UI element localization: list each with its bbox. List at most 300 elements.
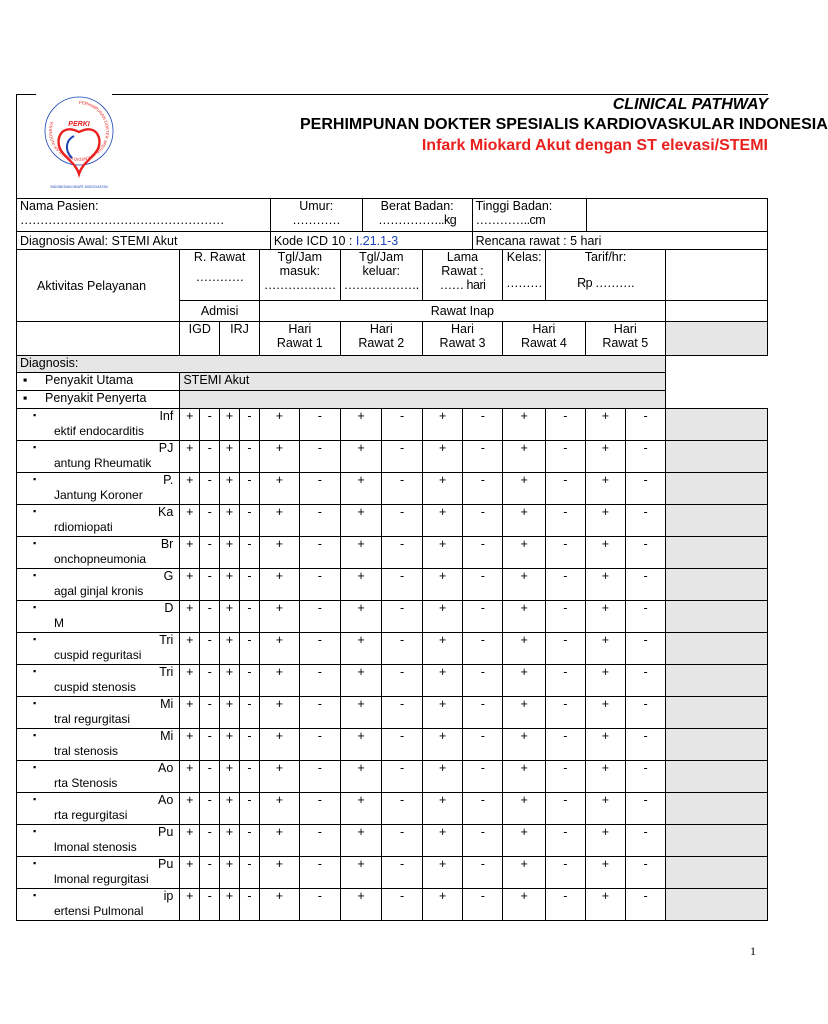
plus-checkbox[interactable]: + — [585, 473, 626, 505]
minus-checkbox[interactable]: - — [299, 569, 340, 601]
minus-checkbox[interactable]: - — [240, 793, 260, 825]
plus-checkbox[interactable]: + — [259, 537, 299, 569]
minus-checkbox[interactable]: - — [463, 761, 503, 793]
irj-header: IRJ — [220, 322, 260, 356]
plus-checkbox[interactable]: + — [220, 601, 240, 633]
plus-checkbox[interactable]: + — [259, 473, 299, 505]
plus-checkbox[interactable]: + — [220, 569, 240, 601]
minus-checkbox[interactable]: - — [626, 601, 666, 633]
comorbidity-label-cell — [17, 697, 180, 729]
minus-checkbox[interactable]: - — [546, 825, 585, 857]
minus-checkbox[interactable]: - — [626, 537, 666, 569]
minus-checkbox[interactable]: - — [382, 409, 423, 441]
blank-cell — [665, 301, 767, 322]
plus-checkbox[interactable]: + — [422, 441, 463, 473]
plus-checkbox[interactable]: + — [340, 665, 381, 697]
minus-checkbox[interactable]: - — [200, 537, 220, 569]
minus-checkbox[interactable]: - — [546, 665, 585, 697]
minus-checkbox[interactable]: - — [240, 825, 260, 857]
plus-checkbox[interactable]: + — [422, 537, 463, 569]
minus-checkbox[interactable]: - — [299, 409, 340, 441]
plus-checkbox[interactable]: + — [340, 793, 381, 825]
plus-checkbox[interactable]: + — [585, 729, 626, 761]
comorbidity-row — [17, 601, 768, 633]
minus-checkbox[interactable]: - — [463, 697, 503, 729]
minus-checkbox[interactable]: - — [626, 857, 666, 889]
minus-checkbox[interactable]: - — [382, 633, 423, 665]
plus-checkbox[interactable]: + — [503, 441, 546, 473]
plus-checkbox[interactable]: + — [340, 857, 381, 889]
minus-checkbox[interactable]: - — [240, 665, 260, 697]
plus-checkbox[interactable]: + — [422, 761, 463, 793]
minus-checkbox[interactable]: - — [463, 729, 503, 761]
diagnosis-awal: Diagnosis Awal: STEMI Akut — [17, 232, 271, 250]
minus-checkbox[interactable]: - — [240, 537, 260, 569]
plus-checkbox[interactable]: + — [585, 761, 626, 793]
comorbidity-text-1: Inf — [159, 409, 174, 423]
plus-checkbox[interactable]: + — [503, 857, 546, 889]
minus-checkbox[interactable]: - — [200, 857, 220, 889]
comorbidity-row — [17, 569, 768, 601]
plus-checkbox[interactable]: + — [503, 569, 546, 601]
plus-checkbox[interactable]: + — [585, 857, 626, 889]
minus-checkbox[interactable]: - — [200, 665, 220, 697]
minus-checkbox[interactable]: - — [299, 601, 340, 633]
minus-checkbox[interactable]: - — [200, 825, 220, 857]
plus-checkbox[interactable]: + — [340, 569, 381, 601]
comorbidity-text-2: cuspid reguritasi — [54, 648, 142, 662]
comorbidity-text-2: antung Rheumatik — [54, 456, 152, 470]
plus-checkbox[interactable]: + — [585, 825, 626, 857]
minus-checkbox[interactable]: - — [546, 761, 585, 793]
plus-checkbox[interactable]: + — [180, 857, 200, 889]
height-cell[interactable] — [472, 199, 586, 232]
plus-checkbox[interactable]: + — [259, 505, 299, 537]
plus-checkbox[interactable]: + — [422, 729, 463, 761]
plus-checkbox[interactable]: + — [503, 697, 546, 729]
minus-checkbox[interactable]: - — [626, 505, 666, 537]
plus-checkbox[interactable]: + — [259, 825, 299, 857]
minus-checkbox[interactable]: - — [626, 793, 666, 825]
comorbidity-label-cell — [17, 409, 180, 441]
plus-checkbox[interactable]: + — [259, 409, 299, 441]
minus-checkbox[interactable]: - — [299, 473, 340, 505]
lama-rawat-cell[interactable] — [422, 250, 502, 301]
comorbidity-text-2: agal ginjal kronis — [54, 584, 144, 598]
plus-checkbox[interactable]: + — [220, 505, 240, 537]
minus-checkbox[interactable]: - — [382, 729, 423, 761]
plus-checkbox[interactable]: + — [259, 761, 299, 793]
minus-checkbox[interactable]: - — [546, 537, 585, 569]
comorbidity-text-1: Tri — [159, 633, 174, 647]
minus-checkbox[interactable]: - — [200, 601, 220, 633]
comorbidity-text-1: P. — [163, 473, 174, 487]
minus-checkbox[interactable]: - — [626, 729, 666, 761]
minus-checkbox[interactable]: - — [382, 857, 423, 889]
plus-checkbox[interactable]: + — [503, 761, 546, 793]
plus-checkbox[interactable]: + — [503, 409, 546, 441]
penyakit-utama-cell — [17, 373, 180, 391]
minus-checkbox[interactable]: - — [299, 665, 340, 697]
minus-checkbox[interactable]: - — [240, 889, 260, 921]
gray-cell — [665, 537, 767, 569]
minus-checkbox[interactable]: - — [240, 697, 260, 729]
patient-name-field[interactable]: …………………………………………… — [20, 213, 224, 227]
plus-checkbox[interactable]: + — [585, 697, 626, 729]
tarif-cell[interactable] — [546, 250, 666, 301]
comorbidity-text-1: Ao — [158, 793, 174, 807]
minus-checkbox[interactable]: - — [299, 633, 340, 665]
penyakit-utama-value: STEMI Akut — [180, 373, 666, 391]
plus-checkbox[interactable]: + — [422, 601, 463, 633]
minus-checkbox[interactable]: - — [626, 665, 666, 697]
tgl-masuk-label-1: Tgl/Jam — [277, 250, 323, 264]
minus-checkbox[interactable]: - — [382, 601, 423, 633]
r-rawat-cell[interactable] — [180, 250, 260, 301]
age-cell[interactable] — [270, 199, 362, 232]
plus-checkbox[interactable]: + — [340, 697, 381, 729]
plus-checkbox[interactable]: + — [180, 441, 200, 473]
plus-checkbox[interactable]: + — [585, 889, 626, 921]
minus-checkbox[interactable]: - — [626, 473, 666, 505]
plus-checkbox[interactable]: + — [340, 729, 381, 761]
plus-checkbox[interactable]: + — [259, 793, 299, 825]
document-subtitle: Infark Miokard Akut dengan ST elevasi/STEMI — [421, 137, 768, 154]
plus-checkbox[interactable]: + — [503, 633, 546, 665]
minus-checkbox[interactable]: - — [382, 889, 423, 921]
bullet-icon: ▪ — [23, 373, 28, 387]
minus-checkbox[interactable]: - — [463, 857, 503, 889]
minus-checkbox[interactable]: - — [200, 633, 220, 665]
minus-checkbox[interactable]: - — [299, 793, 340, 825]
minus-checkbox[interactable]: - — [382, 761, 423, 793]
header-rule — [16, 94, 17, 198]
minus-checkbox[interactable]: - — [299, 537, 340, 569]
minus-checkbox[interactable]: - — [546, 729, 585, 761]
minus-checkbox[interactable]: - — [382, 441, 423, 473]
blank-cell — [665, 250, 767, 301]
minus-checkbox[interactable]: - — [200, 473, 220, 505]
minus-checkbox[interactable]: - — [546, 601, 585, 633]
plus-checkbox[interactable]: + — [180, 633, 200, 665]
plus-checkbox[interactable]: + — [220, 441, 240, 473]
plus-checkbox[interactable]: + — [503, 825, 546, 857]
weight-cell[interactable] — [362, 199, 472, 232]
plus-checkbox[interactable]: + — [220, 793, 240, 825]
minus-checkbox[interactable]: - — [463, 633, 503, 665]
minus-checkbox[interactable]: - — [299, 729, 340, 761]
minus-checkbox[interactable]: - — [200, 441, 220, 473]
plus-checkbox[interactable]: + — [503, 601, 546, 633]
comorbidity-text-2: cuspid stenosis — [54, 680, 137, 694]
minus-checkbox[interactable]: - — [546, 569, 585, 601]
plus-checkbox[interactable]: + — [340, 601, 381, 633]
plus-checkbox[interactable]: + — [503, 793, 546, 825]
plus-checkbox[interactable]: + — [422, 793, 463, 825]
plus-checkbox[interactable]: + — [180, 729, 200, 761]
minus-checkbox[interactable]: - — [240, 505, 260, 537]
gray-cell — [665, 505, 767, 537]
minus-checkbox[interactable]: - — [382, 473, 423, 505]
age-field[interactable]: ………… — [292, 213, 341, 227]
plus-checkbox[interactable]: + — [340, 825, 381, 857]
comorbidity-text-2: tral regurgitasi — [54, 712, 131, 726]
minus-checkbox[interactable]: - — [546, 633, 585, 665]
plus-checkbox[interactable]: + — [340, 537, 381, 569]
comorbidity-label-cell — [17, 793, 180, 825]
plus-checkbox[interactable]: + — [503, 505, 546, 537]
minus-checkbox[interactable]: - — [463, 601, 503, 633]
minus-checkbox[interactable]: - — [463, 537, 503, 569]
plus-checkbox[interactable]: + — [340, 409, 381, 441]
plus-checkbox[interactable]: + — [220, 761, 240, 793]
rawat-label: Rawat 4 — [520, 336, 567, 350]
kelas-label: Kelas: — [506, 250, 542, 264]
tarif-field[interactable]: Rp ………. — [577, 276, 635, 290]
plus-checkbox[interactable]: + — [180, 793, 200, 825]
plus-checkbox[interactable]: + — [220, 409, 240, 441]
plus-checkbox[interactable]: + — [422, 697, 463, 729]
minus-checkbox[interactable]: - — [546, 857, 585, 889]
plus-checkbox[interactable]: + — [503, 665, 546, 697]
plus-checkbox[interactable]: + — [340, 505, 381, 537]
plus-checkbox[interactable]: + — [180, 537, 200, 569]
kelas-cell[interactable] — [503, 250, 546, 301]
minus-checkbox[interactable]: - — [299, 505, 340, 537]
lama-field[interactable]: …… hari — [439, 278, 486, 292]
comorbidity-text-1: Ka — [158, 505, 174, 519]
logo-text: PERKI — [68, 121, 90, 128]
minus-checkbox[interactable]: - — [546, 697, 585, 729]
tgl-keluar-field[interactable]: ………………. — [343, 278, 419, 292]
plus-checkbox[interactable]: + — [259, 601, 299, 633]
minus-checkbox[interactable]: - — [240, 761, 260, 793]
tgl-keluar-cell[interactable] — [340, 250, 422, 301]
minus-checkbox[interactable]: - — [200, 569, 220, 601]
plus-checkbox[interactable]: + — [340, 889, 381, 921]
plus-checkbox[interactable]: + — [340, 473, 381, 505]
plus-checkbox[interactable]: + — [180, 569, 200, 601]
plus-checkbox[interactable]: + — [422, 857, 463, 889]
minus-checkbox[interactable]: - — [546, 505, 585, 537]
plus-checkbox[interactable]: + — [585, 633, 626, 665]
plus-checkbox[interactable]: + — [422, 569, 463, 601]
minus-checkbox[interactable]: - — [382, 537, 423, 569]
minus-checkbox[interactable]: - — [463, 473, 503, 505]
minus-checkbox[interactable]: - — [240, 601, 260, 633]
minus-checkbox[interactable]: - — [299, 761, 340, 793]
plus-checkbox[interactable]: + — [180, 505, 200, 537]
plus-checkbox[interactable]: + — [180, 473, 200, 505]
plus-checkbox[interactable]: + — [585, 665, 626, 697]
plus-checkbox[interactable]: + — [340, 441, 381, 473]
plus-checkbox[interactable]: + — [220, 665, 240, 697]
gray-cell — [665, 825, 767, 857]
penyakit-utama-label: Penyakit Utama — [45, 373, 134, 387]
minus-checkbox[interactable]: - — [463, 569, 503, 601]
minus-checkbox[interactable]: - — [200, 793, 220, 825]
plus-checkbox[interactable]: + — [503, 537, 546, 569]
minus-checkbox[interactable]: - — [382, 569, 423, 601]
minus-checkbox[interactable]: - — [240, 441, 260, 473]
bullet-icon: ▪ — [33, 698, 37, 708]
svg-text:PERHIMPUNAN DOKTER SPESIALIS K: PERHIMPUNAN DOKTER SPESIALIS KARDIOVASKULAR INDONESIA — [47, 99, 110, 163]
tgl-masuk-cell[interactable] — [259, 250, 340, 301]
plus-checkbox[interactable]: + — [220, 473, 240, 505]
plus-checkbox[interactable]: + — [422, 665, 463, 697]
comorbidity-label-cell — [17, 889, 180, 921]
plus-checkbox[interactable]: + — [180, 761, 200, 793]
minus-checkbox[interactable]: - — [626, 889, 666, 921]
minus-checkbox[interactable]: - — [382, 665, 423, 697]
minus-checkbox[interactable]: - — [626, 697, 666, 729]
plus-checkbox[interactable]: + — [422, 505, 463, 537]
plus-checkbox[interactable]: + — [259, 729, 299, 761]
minus-checkbox[interactable]: - — [546, 889, 585, 921]
minus-checkbox[interactable]: - — [240, 409, 260, 441]
plus-checkbox[interactable]: + — [585, 441, 626, 473]
minus-checkbox[interactable]: - — [200, 729, 220, 761]
height-field[interactable]: …………..cm — [475, 213, 546, 227]
minus-checkbox[interactable]: - — [240, 857, 260, 889]
comorbidity-label-cell — [17, 601, 180, 633]
plus-checkbox[interactable]: + — [220, 857, 240, 889]
minus-checkbox[interactable]: - — [463, 665, 503, 697]
plus-checkbox[interactable]: + — [180, 825, 200, 857]
minus-checkbox[interactable]: - — [299, 889, 340, 921]
minus-checkbox[interactable]: - — [200, 697, 220, 729]
minus-checkbox[interactable]: - — [463, 793, 503, 825]
gray-cell — [665, 729, 767, 761]
minus-checkbox[interactable]: - — [546, 473, 585, 505]
plus-checkbox[interactable]: + — [585, 409, 626, 441]
minus-checkbox[interactable]: - — [240, 633, 260, 665]
plus-checkbox[interactable]: + — [259, 889, 299, 921]
minus-checkbox[interactable]: - — [200, 761, 220, 793]
minus-checkbox[interactable]: - — [200, 409, 220, 441]
plus-checkbox[interactable]: + — [259, 569, 299, 601]
plus-checkbox[interactable]: + — [422, 473, 463, 505]
plus-checkbox[interactable]: + — [220, 889, 240, 921]
plus-checkbox[interactable]: + — [422, 633, 463, 665]
plus-checkbox[interactable]: + — [585, 793, 626, 825]
minus-checkbox[interactable]: - — [463, 889, 503, 921]
plus-checkbox[interactable]: + — [340, 761, 381, 793]
r-rawat-field[interactable]: ………… — [195, 270, 244, 284]
lama-label-1: Lama — [446, 250, 479, 264]
minus-checkbox[interactable]: - — [299, 697, 340, 729]
pathway-table — [16, 249, 768, 921]
hari-label: Hari — [613, 322, 637, 336]
comorbidity-text-1: Tri — [159, 665, 174, 679]
minus-checkbox[interactable]: - — [463, 825, 503, 857]
plus-checkbox[interactable]: + — [220, 825, 240, 857]
plus-checkbox[interactable]: + — [180, 697, 200, 729]
plus-checkbox[interactable]: + — [180, 409, 200, 441]
plus-checkbox[interactable]: + — [585, 537, 626, 569]
minus-checkbox[interactable]: - — [240, 473, 260, 505]
icd-label: Kode ICD 10 : — [273, 233, 356, 248]
gray-cell — [665, 857, 767, 889]
minus-checkbox[interactable]: - — [382, 697, 423, 729]
plus-checkbox[interactable]: + — [220, 537, 240, 569]
patient-name-cell[interactable] — [17, 199, 271, 232]
minus-checkbox[interactable]: - — [626, 569, 666, 601]
plus-checkbox[interactable]: + — [180, 665, 200, 697]
plus-checkbox[interactable]: + — [259, 633, 299, 665]
minus-checkbox[interactable]: - — [200, 889, 220, 921]
comorbidity-label-cell — [17, 761, 180, 793]
plus-checkbox[interactable]: + — [422, 409, 463, 441]
weight-field[interactable]: ……………..kg — [378, 213, 457, 227]
minus-checkbox[interactable]: - — [626, 825, 666, 857]
plus-checkbox[interactable]: + — [259, 857, 299, 889]
gray-cell — [665, 322, 767, 356]
comorbidity-text-2: onchopneumonia — [54, 552, 147, 566]
minus-checkbox[interactable]: - — [382, 825, 423, 857]
minus-checkbox[interactable]: - — [463, 505, 503, 537]
plus-checkbox[interactable]: + — [220, 729, 240, 761]
minus-checkbox[interactable]: - — [626, 633, 666, 665]
bullet-icon: ▪ — [33, 474, 37, 484]
tgl-masuk-field[interactable]: ……………… — [263, 278, 336, 292]
penyakit-penyerta-label: Penyakit Penyerta — [45, 391, 147, 405]
plus-checkbox[interactable]: + — [422, 889, 463, 921]
plus-checkbox[interactable]: + — [259, 665, 299, 697]
plus-checkbox[interactable]: + — [503, 729, 546, 761]
minus-checkbox[interactable]: - — [240, 729, 260, 761]
blank-cell — [17, 322, 180, 356]
comorbidity-text-1: Mi — [160, 697, 174, 711]
comorbidity-label-cell — [17, 473, 180, 505]
minus-checkbox[interactable]: - — [240, 569, 260, 601]
plus-checkbox[interactable]: + — [220, 633, 240, 665]
plus-checkbox[interactable]: + — [180, 601, 200, 633]
minus-checkbox[interactable]: - — [626, 441, 666, 473]
plus-checkbox[interactable]: + — [259, 441, 299, 473]
minus-checkbox[interactable]: - — [626, 761, 666, 793]
plus-checkbox[interactable]: + — [340, 633, 381, 665]
comorbidity-text-2: tral stenosis — [54, 744, 119, 758]
minus-checkbox[interactable]: - — [463, 409, 503, 441]
plus-checkbox[interactable]: + — [422, 825, 463, 857]
plus-checkbox[interactable]: + — [503, 473, 546, 505]
plus-checkbox[interactable]: + — [180, 889, 200, 921]
minus-checkbox[interactable]: - — [382, 505, 423, 537]
minus-checkbox[interactable]: - — [546, 441, 585, 473]
minus-checkbox[interactable]: - — [382, 793, 423, 825]
minus-checkbox[interactable]: - — [299, 857, 340, 889]
plus-checkbox[interactable]: + — [585, 569, 626, 601]
hari-rawat-4 — [503, 322, 585, 356]
plus-checkbox[interactable]: + — [259, 697, 299, 729]
plus-checkbox[interactable]: + — [585, 601, 626, 633]
minus-checkbox[interactable]: - — [626, 409, 666, 441]
minus-checkbox[interactable]: - — [546, 793, 585, 825]
minus-checkbox[interactable]: - — [546, 409, 585, 441]
plus-checkbox[interactable]: + — [220, 697, 240, 729]
kelas-field[interactable]: ……… — [506, 276, 543, 290]
hari-rawat-3 — [422, 322, 502, 356]
weight-label: Berat Badan: — [380, 199, 454, 213]
minus-checkbox[interactable]: - — [463, 441, 503, 473]
minus-checkbox[interactable]: - — [200, 505, 220, 537]
minus-checkbox[interactable]: - — [299, 441, 340, 473]
page-number: 1 — [750, 944, 756, 958]
plus-checkbox[interactable]: + — [585, 505, 626, 537]
minus-checkbox[interactable]: - — [299, 825, 340, 857]
plus-checkbox[interactable]: + — [503, 889, 546, 921]
